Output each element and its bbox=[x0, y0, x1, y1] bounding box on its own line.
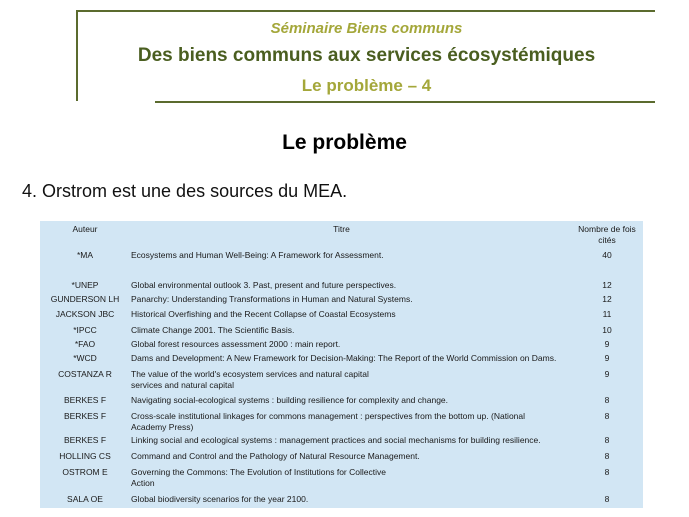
title-cell: Climate Change 2001. The Scientific Basis. bbox=[131, 325, 295, 335]
count-cell: 8 bbox=[604, 451, 610, 461]
title-line-2: Academy Press) bbox=[131, 422, 194, 432]
title-cell bbox=[131, 411, 571, 433]
title-cell bbox=[131, 369, 571, 391]
title-cell: Ecosystems and Human Well-Being: A Framework for Assessment. bbox=[131, 250, 384, 260]
count-cell: 8 bbox=[604, 494, 610, 504]
title-line-1: Governing the Commons: The Evolution of Institutions for Collective bbox=[131, 467, 386, 477]
author-cell: OSTROM E bbox=[62, 467, 108, 477]
title-cell: Command and Control and the Pathology of Natural Resource Management. bbox=[131, 451, 420, 461]
count-cell: 10 bbox=[602, 325, 612, 335]
count-cell: 8 bbox=[604, 411, 610, 421]
author-cell: BERKES F bbox=[63, 411, 107, 421]
author-cell: COSTANZA R bbox=[58, 369, 112, 379]
title-cell: Global environmental outlook 3. Past, present and future perspectives. bbox=[131, 280, 397, 290]
title-line-2: Action bbox=[131, 478, 155, 488]
title-cell: Linking social and ecological systems : management practices and social mechanisms for building resilience. bbox=[131, 435, 541, 445]
count-cell: 9 bbox=[604, 369, 610, 379]
main-point: 4. Orstrom est une des sources du MEA. bbox=[22, 181, 348, 201]
author-cell: JACKSON JBC bbox=[55, 309, 115, 319]
count-cell: 40 bbox=[602, 250, 612, 260]
header-frame-bottom bbox=[155, 101, 655, 103]
title-cell: Global forest resources assessment 2000 : main report. bbox=[131, 339, 341, 349]
title-cell: Global biodiversity scenarios for the year 2100. bbox=[131, 494, 309, 504]
author-cell: *FAO bbox=[74, 339, 96, 349]
count-cell: 9 bbox=[604, 353, 610, 363]
count-cell: 11 bbox=[602, 309, 612, 319]
count-cell: 12 bbox=[602, 294, 612, 304]
title-cell: Historical Overfishing and the Recent Collapse of Coastal Ecosystems bbox=[131, 309, 396, 319]
title-line-2: services and natural capital bbox=[131, 380, 235, 390]
title-cell: Navigating social-ecological systems : building resilience for complexity and change. bbox=[131, 395, 449, 405]
title-cell bbox=[131, 467, 571, 489]
count-cell: 12 bbox=[602, 280, 612, 290]
column-header-title: Titre bbox=[333, 224, 350, 234]
author-cell: *MA bbox=[76, 250, 94, 260]
header-frame-top bbox=[76, 10, 655, 12]
author-cell: *IPCC bbox=[73, 325, 97, 335]
title-line-1: The value of the world's ecosystem services and natural capital bbox=[131, 369, 369, 379]
section-title: Le problème – 4 bbox=[301, 76, 432, 95]
author-cell: BERKES F bbox=[63, 435, 107, 445]
seminar-title: Séminaire Biens communs bbox=[270, 20, 463, 37]
title-cell: Dams and Development: A New Framework for Decision-Making: The Report of the World Commission on Dams. bbox=[131, 353, 557, 363]
title-cell: Panarchy: Understanding Transformations in Human and Natural Systems. bbox=[131, 294, 413, 304]
count-cell: 9 bbox=[604, 339, 610, 349]
column-header-author: Auteur bbox=[72, 224, 98, 234]
slide-subtitle: Des biens communs aux services écosystémiques bbox=[137, 45, 596, 66]
author-cell: *WCD bbox=[73, 353, 97, 363]
author-cell: *UNEP bbox=[71, 280, 99, 290]
author-cell: GUNDERSON LH bbox=[50, 294, 120, 304]
page-title: Le problème bbox=[282, 131, 407, 154]
column-header-count: Nombre de fois cités bbox=[578, 224, 636, 245]
author-cell: SALA OE bbox=[67, 494, 103, 504]
count-cell: 8 bbox=[604, 395, 610, 405]
author-cell: HOLLING CS bbox=[59, 451, 111, 461]
count-cell: 8 bbox=[604, 435, 610, 445]
author-cell: BERKES F bbox=[63, 395, 107, 405]
title-line-1: Cross-scale institutional linkages for commons management : perspectives from the bottom up. (National bbox=[131, 411, 526, 421]
citations-table bbox=[40, 221, 643, 508]
count-cell: 8 bbox=[604, 467, 610, 477]
